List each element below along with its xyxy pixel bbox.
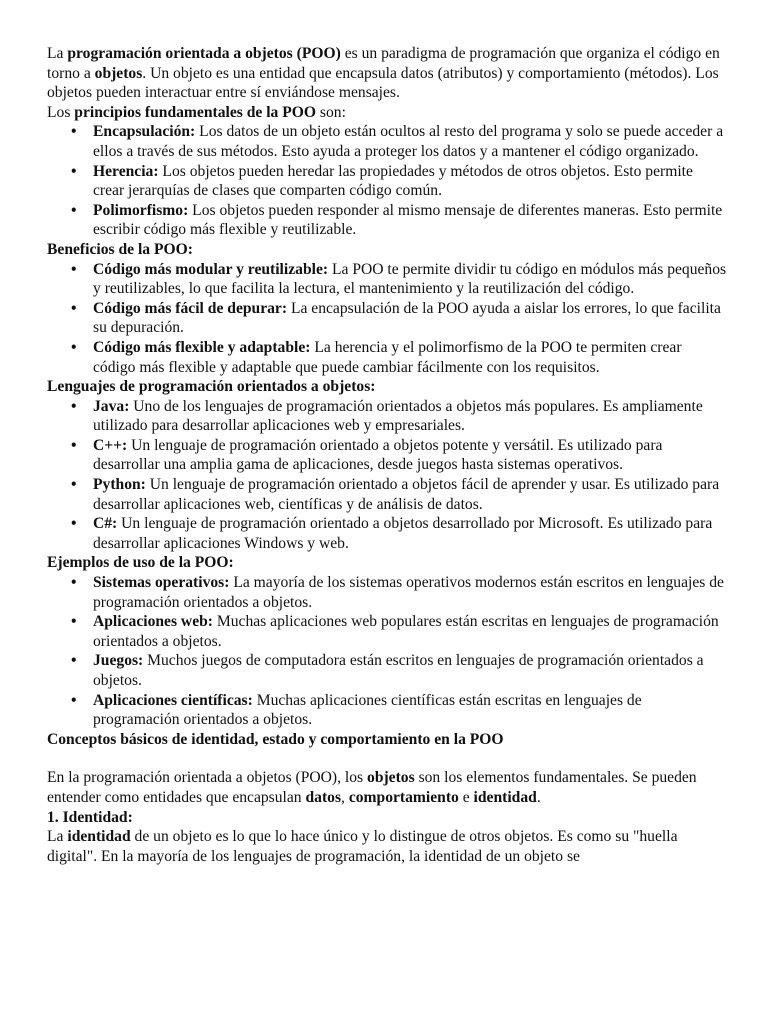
benefits-heading: Beneficios de la POO:: [47, 240, 193, 258]
spacer: [47, 749, 727, 768]
intro-paragraph: La programación orientada a objetos (POO) es un paradigma de programación que organiza el código en torno a objetos. Un objeto es una entidad que encapsula datos (atributos) y comportamiento (métodos). Los objetos pueden interactuar entre sí enviándose mensajes.: [47, 45, 720, 102]
principles-intro: Los principios fundamentales de la POO son:: [47, 103, 346, 121]
languages-heading: Lenguajes de programación orientados a objetos:: [47, 378, 376, 396]
list-item: • C++: Un lenguaje de programación orientado a objetos potente y versátil. Es utilizado para desarrollar una amplia gama de aplicaciones, desde juegos hasta sistemas operativos.: [93, 436, 727, 475]
identity-heading: 1. Identidad:: [47, 808, 133, 826]
languages-list: [47, 397, 727, 554]
identity-paragraph: La identidad de un objeto es lo que lo hace único y lo distingue de otros objetos. Es como su "huella digital". En la mayoría de los lenguajes de programación, la identidad de un objeto se: [47, 828, 678, 865]
list-item: • Herencia: Los objetos pueden heredar las propiedades y métodos de otros objetos. Esto permite crear jerarquías de clases que comparten código común.: [93, 162, 727, 201]
examples-list: [47, 573, 727, 730]
benefits-list: [47, 260, 727, 378]
list-item: • Código más modular y reutilizable: La POO te permite dividir tu código en módulos más pequeños y reutilizables, lo que facilita la lectura, el mantenimiento y la reutilización del código.: [93, 260, 727, 299]
list-item: • Código más fácil de depurar: La encapsulación de la POO ayuda a aislar los errores, lo que facilita su depuración.: [93, 299, 727, 338]
list-item: • Python: Un lenguaje de programación orientado a objetos fácil de aprender y usar. Es utilizado para desarrollar aplicaciones web, científicas y de análisis de datos.: [93, 475, 727, 514]
examples-heading: Ejemplos de uso de la POO:: [47, 554, 234, 572]
concepts-paragraph: En la programación orientada a objetos (POO), los objetos son los elementos fundamentales. Se pueden entender como entidades que encapsulan datos, comportamiento e identidad.: [47, 769, 697, 806]
list-item: • C#: Un lenguaje de programación orientado a objetos desarrollado por Microsoft. Es utilizado para desarrollar aplicaciones Windows y web.: [93, 514, 727, 553]
list-item: • Código más flexible y adaptable: La herencia y el polimorfismo de la POO te permiten crear código más flexible y adaptable que puede cambiar fácilmente con los requisitos.: [93, 338, 727, 377]
concepts-heading: Conceptos básicos de identidad, estado y comportamiento en la POO: [47, 730, 504, 748]
list-item: • Aplicaciones científicas: Muchas aplicaciones científicas están escritas en lenguajes de programación orientados a objetos.: [93, 691, 727, 730]
document-page: [47, 44, 727, 866]
list-item: • Polimorfismo: Los objetos pueden responder al mismo mensaje de diferentes maneras. Esto permite escribir código más flexible y reutilizable.: [93, 201, 727, 240]
principles-list: [47, 122, 727, 240]
list-item: • Juegos: Muchos juegos de computadora están escritos en lenguajes de programación orientados a objetos.: [93, 651, 727, 690]
list-item: • Aplicaciones web: Muchas aplicaciones web populares están escritas en lenguajes de programación orientados a objetos.: [93, 612, 727, 651]
list-item: • Sistemas operativos: La mayoría de los sistemas operativos modernos están escritos en lenguajes de programación orientados a objetos.: [93, 573, 727, 612]
list-item: • Java: Uno de los lenguajes de programación orientados a objetos más populares. Es ampliamente utilizado para desarrollar aplicaciones web y empresariales.: [93, 397, 727, 436]
list-item: • Encapsulación: Los datos de un objeto están ocultos al resto del programa y solo se puede acceder a ellos a través de sus métodos. Esto ayuda a proteger los datos y a mantener el código organizado.: [93, 122, 727, 161]
